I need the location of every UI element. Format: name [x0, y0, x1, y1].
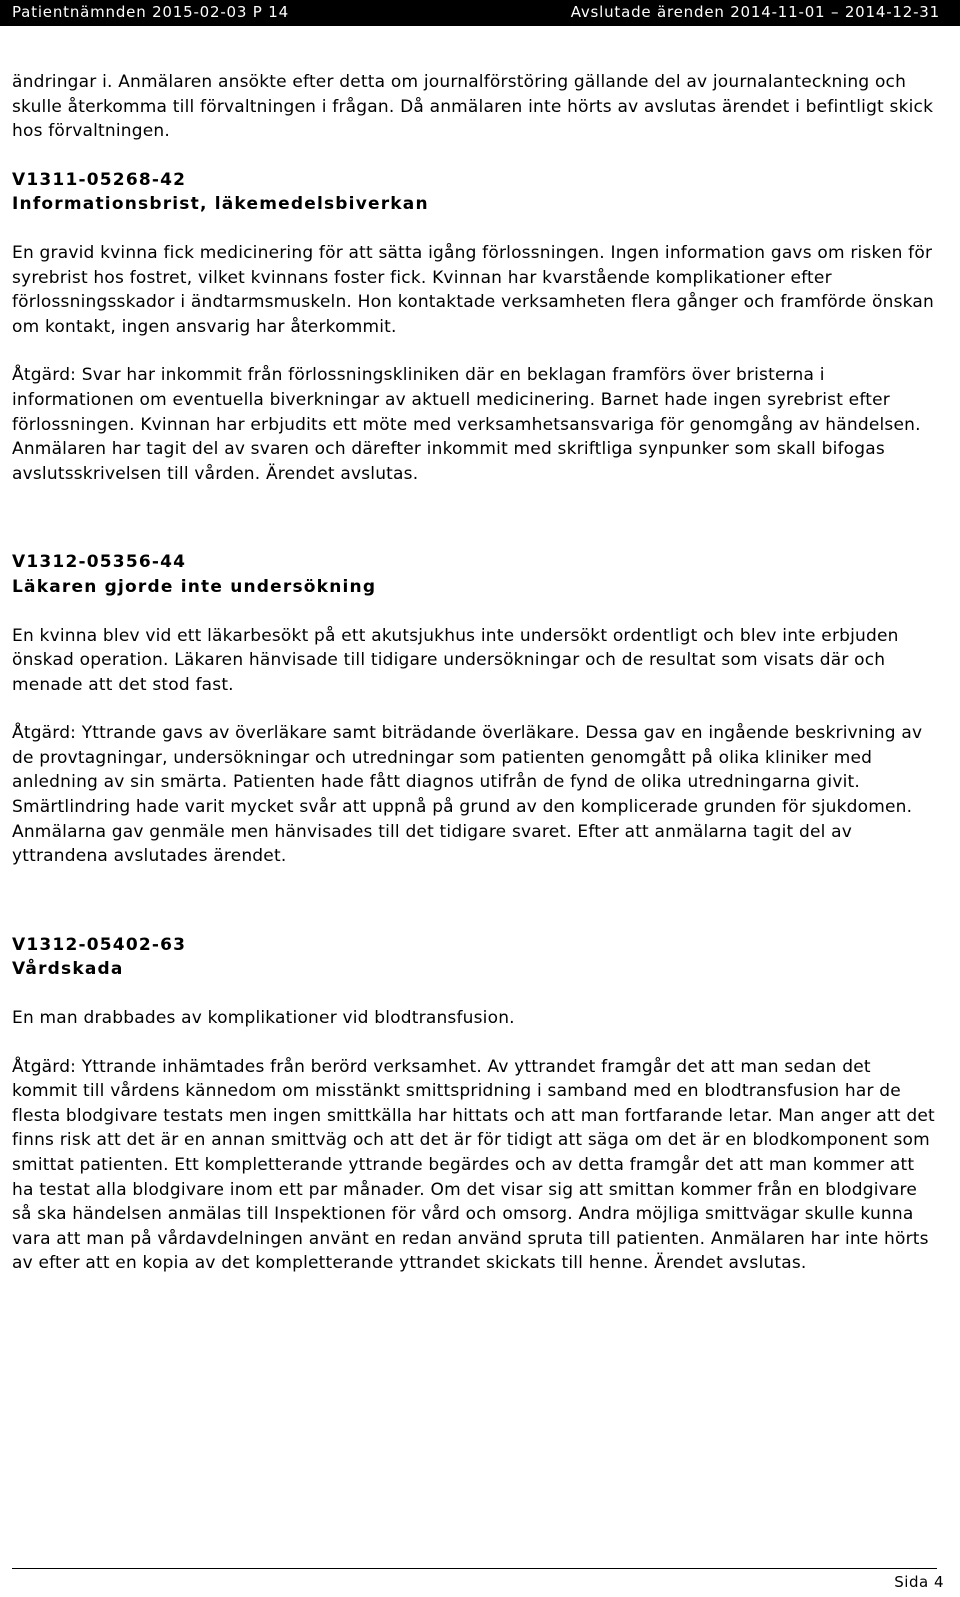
case-title: Vårdskada	[12, 959, 124, 980]
case-description: En gravid kvinna fick medicinering för att sätta igång förlossningen. Ingen information gavs om risken för syrebrist hos fostret, vilket kvinnans foster fick. Kvinnan har kvarstående komplikationer efter förlossningsskador i ändtarmsmuskeln. Hon kontaktade verksamheten flera gånger och framförde önskan om kontakt, ingen ansvarig har återkommit.	[12, 242, 934, 337]
page-number: Sida 4	[894, 1573, 944, 1591]
case-section	[12, 168, 937, 487]
footer-divider	[12, 1568, 937, 1569]
intro-paragraph: ändringar i. Anmälaren ansökte efter detta om journalförstöring gällande del av journalanteckning och skulle återkomma till förvaltningen i frågan. Då anmälaren inte hörts av avslutas ärendet i befintligt skick hos förvaltningen.	[12, 72, 934, 142]
case-section	[12, 550, 937, 869]
case-id: V1312-05356-44	[12, 552, 187, 573]
case-title: Läkaren gjorde inte undersökning	[12, 576, 377, 597]
case-id: V1311-05268-42	[12, 169, 187, 190]
page-header	[0, 0, 960, 26]
case-id: V1312-05402-63	[12, 934, 187, 955]
case-action: Åtgärd: Yttrande inhämtades från berörd verksamhet. Av yttrandet framgår det att man sedan det kommit till vårdens kännedom om misstänkt smittspridning i samband med en blodtransfusion har de flesta blodgivare testats men ingen smittkälla har hittats och att man fortfarande letar. Man anger att det finns risk att det är en annan smittväg och att det är för tidigt att säga om det är en blodkomponent som smittat patienten. Ett kompletterande yttrande begärdes och av detta framgår det att man kommer att ha testat alla blodgivare inom ett par månader. Om det visar sig att smittan kommer från en blodgivare så ska händelsen anmälas till Inspektionen för vård och omsorg. Andra möjliga smittvägar skulle kunna vara att man på vårdavdelningen använt en redan använd spruta till patienten. Anmälaren har inte hörts av efter att en kopia av det kompletterande yttrandet skickats till henne. Ärendet avslutas.	[12, 1056, 935, 1274]
case-description: En man drabbades av komplikationer vid blodtransfusion.	[12, 1008, 515, 1029]
case-description: En kvinna blev vid ett läkarbesökt på ett akutsjukhus inte undersökt ordentligt och blev inte erbjuden önskad operation. Läkaren hänvisade till tidigare undersökningar och de resultat som visats där och menade att det stod fast.	[12, 625, 899, 695]
document-body	[12, 70, 937, 1276]
case-action: Åtgärd: Yttrande gavs av överläkare samt biträdande överläkare. Dessa gav en ingående beskrivning av de provtagningar, undersökningar och utredningar som patienten genomgått på olika kliniker med anledning av sin smärta. Patienten hade fått diagnos utifrån de fynd de olika utredningarna givit. Smärtlindring hade varit mycket svår att uppnå på grund av den komplicerade grunden för sjukdomen. Anmälarna gav genmäle men hänvisades till det tidigare svaret. Efter att anmälarna tagit del av yttrandena avslutades ärendet.	[12, 723, 923, 867]
header-right-text: Avslutade ärenden 2014-11-01 – 2014-12-31	[570, 3, 940, 21]
case-section	[12, 933, 937, 1276]
case-title: Informationsbrist, läkemedelsbiverkan	[12, 194, 429, 215]
case-action: Åtgärd: Svar har inkommit från förlossningskliniken där en beklagan framförs över bristerna i informationen om eventuella biverkningar av aktuell medicinering. Barnet hade ingen syrebrist efter förlossningen. Kvinnan har erbjudits ett möte med verksamhetsansvariga för genomgång av händelsen. Anmälaren har tagit del av svaren och därefter inkommit med skriftliga synpunker som skall bifogas avslutsskrivelsen till vården. Ärendet avslutas.	[12, 365, 921, 484]
header-left-text: Patientnämnden 2015-02-03 P 14	[12, 3, 289, 21]
